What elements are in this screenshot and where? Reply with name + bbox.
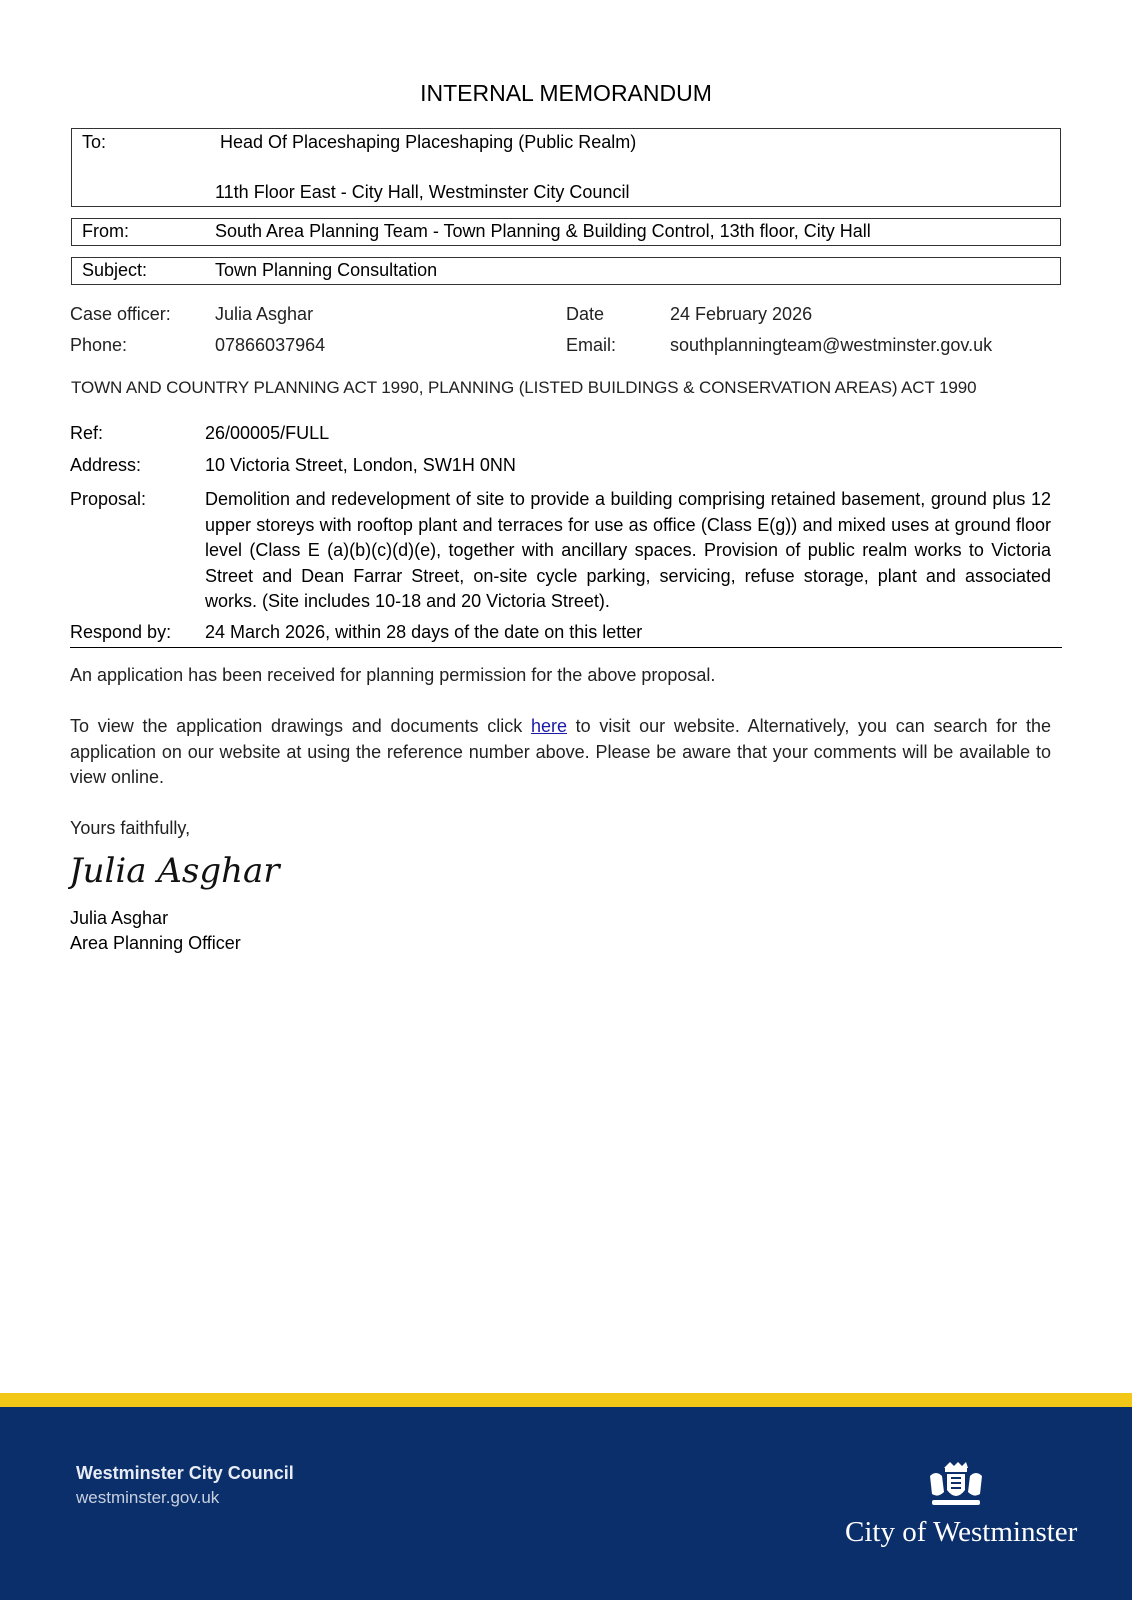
phone-value: 07866037964 — [215, 335, 326, 355]
coat-of-arms-icon — [928, 1462, 984, 1508]
to-label: To: — [82, 132, 107, 152]
signatory-name: Julia Asghar — [70, 908, 169, 928]
from-value: South Area Planning Team - Town Planning & Building Control, 13th floor, City Hall — [215, 221, 871, 241]
date-label: Date — [566, 304, 605, 324]
divider-line — [70, 647, 1062, 648]
from-box — [71, 218, 1061, 246]
paragraph-text-end: to visit our website. Alternatively, you can search for the application on our website at using the reference number above. Please be aware that your comments will be available to view online. — [70, 716, 1051, 787]
respond-by-value: 24 March 2026, within 28 days of the date on this letter — [205, 622, 643, 642]
case-officer-label: Case officer: — [70, 304, 171, 324]
date-value: 24 February 2026 — [670, 304, 813, 324]
respond-by-label: Respond by: — [70, 622, 172, 642]
to-address: 11th Floor East - City Hall, Westminster City Council — [215, 182, 630, 202]
subject-box — [71, 257, 1061, 285]
footer-website: westminster.gov.uk — [76, 1488, 220, 1507]
footer-org-name: Westminster City Council — [76, 1463, 294, 1483]
ref-value: 26/00005/FULL — [205, 423, 330, 443]
city-of-westminster-logo: City of Westminster — [845, 1516, 1078, 1548]
paragraph-text-start: To view the application drawings and documents click — [70, 716, 531, 736]
website-link[interactable]: here — [530, 716, 567, 736]
handwritten-signature — [68, 846, 298, 894]
signatory-role: Area Planning Officer — [70, 933, 241, 953]
intro-paragraph: An application has been received for planning permission for the above proposal. — [70, 665, 716, 685]
address-value: 10 Victoria Street, London, SW1H 0NN — [205, 455, 516, 475]
memo-title: INTERNAL MEMORANDUM — [420, 80, 712, 106]
view-online-paragraph — [70, 714, 1051, 791]
email-value: southplanningteam@westminster.gov.uk — [670, 335, 993, 355]
from-label: From: — [82, 221, 129, 241]
footer-stripe — [0, 1393, 1132, 1407]
closing-line: Yours faithfully, — [70, 818, 191, 838]
svg-text:Julia Asghar: Julia Asghar — [69, 851, 280, 891]
signatory-block — [70, 906, 241, 956]
proposal-text: Demolition and redevelopment of site to provide a building comprising retained basement, ground plus 12 upper storeys with rooftop plant and terraces for use as office (Class E(g)) and mixed uses at ground floor level (Class E (a)(b)(c)(d)(e), together with ancillary spaces. Provision of public realm works to Victoria Street and Dean Farrar Street, on-site cycle parking, servicing, refuse storage, plant and associated works. (Site includes 10-18 and 20 Victoria Street). — [205, 489, 1051, 611]
act-heading: TOWN AND COUNTRY PLANNING ACT 1990, PLANNING (LISTED BUILDINGS & CONSERVATION AREAS) ACT 1990 — [71, 378, 977, 397]
subject-label: Subject: — [82, 260, 148, 280]
email-label: Email: — [566, 335, 617, 355]
ref-label: Ref: — [70, 423, 104, 443]
subject-value: Town Planning Consultation — [215, 260, 438, 280]
to-recipient: Head Of Placeshaping Placeshaping (Public Realm) — [220, 132, 637, 152]
address-label: Address: — [70, 455, 142, 475]
to-box — [71, 128, 1061, 207]
proposal-label: Proposal: — [70, 489, 147, 509]
phone-label: Phone: — [70, 335, 128, 355]
footer — [0, 1407, 1132, 1600]
case-officer-value: Julia Asghar — [215, 304, 314, 324]
